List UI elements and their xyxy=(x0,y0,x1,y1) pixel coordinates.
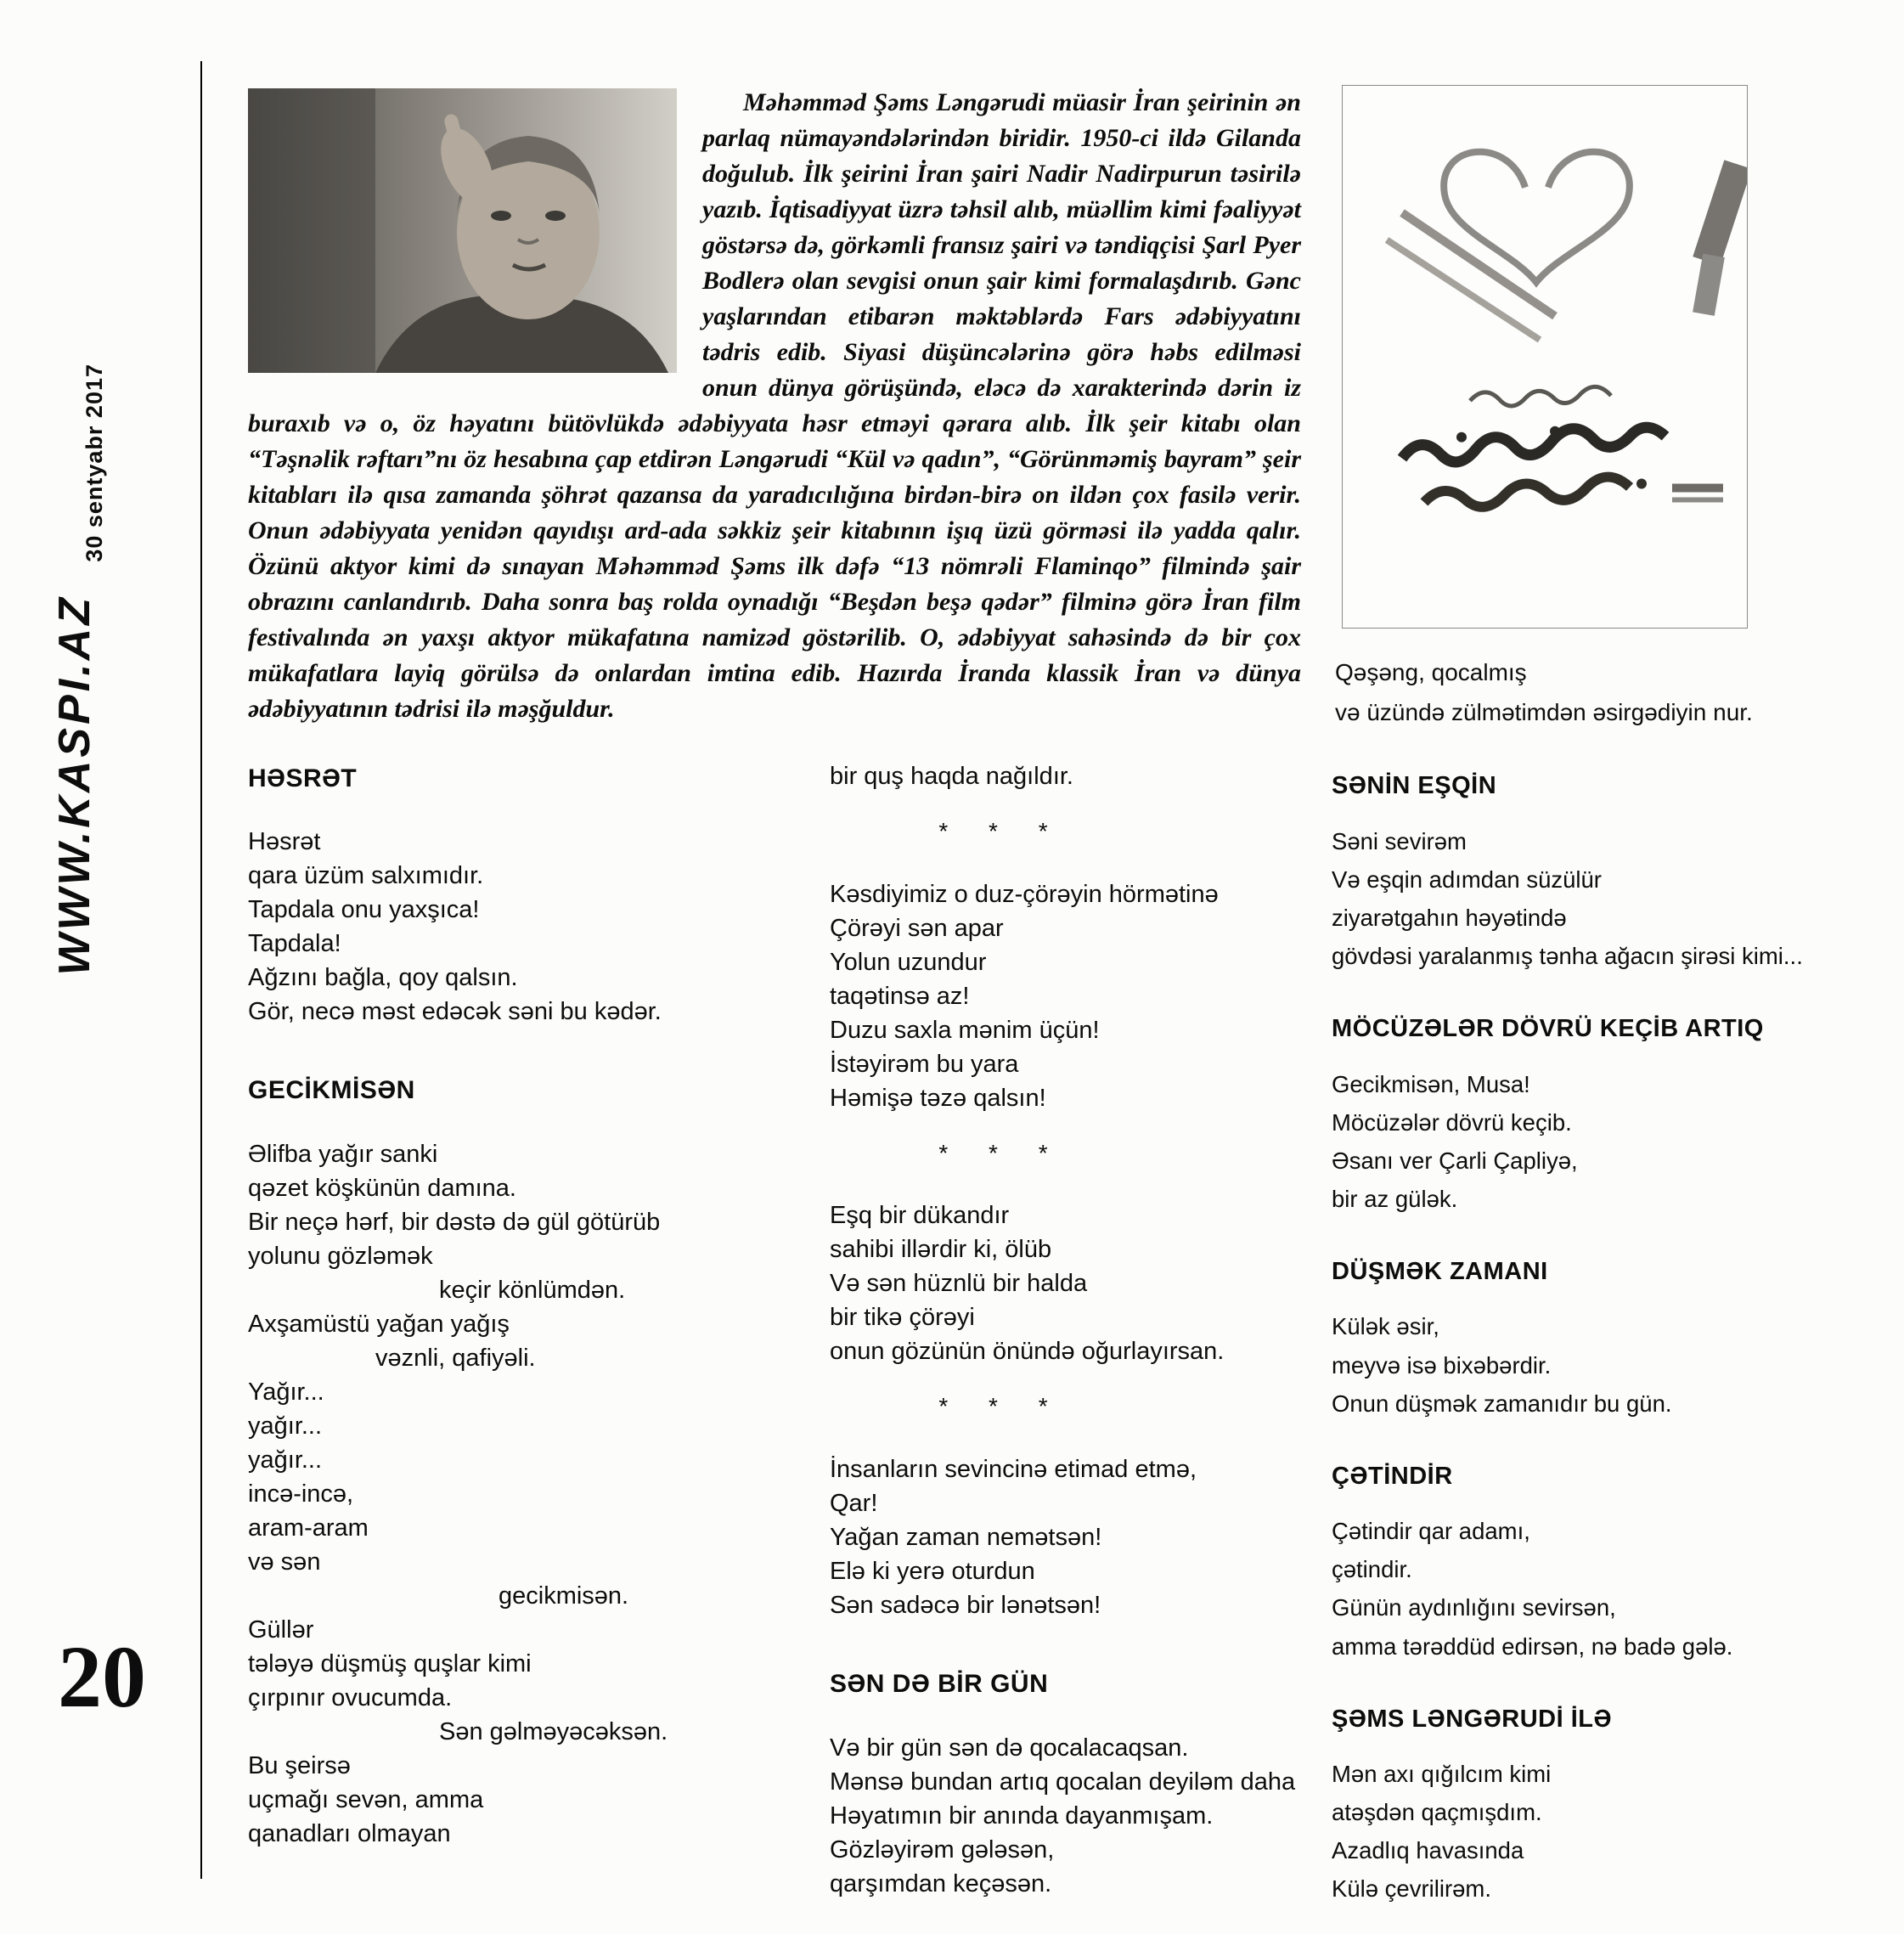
sidebar xyxy=(0,0,202,1903)
poem-line: Yağır... xyxy=(248,1378,324,1406)
poem-line: ziyarətgahın həyətində xyxy=(1332,904,1567,931)
right-column xyxy=(1332,85,1836,1909)
poem-column-2 xyxy=(830,759,1301,1901)
poem-line: aram-aram xyxy=(248,1514,369,1542)
poem-line: Həmişə təzə qalsın! xyxy=(830,1084,1046,1112)
poem-line: Qar! xyxy=(830,1490,878,1518)
poem-line: atəşdən qaçmışdım. xyxy=(1332,1799,1542,1826)
poem-line: Çörəyi sən apar xyxy=(830,914,1004,942)
poem-line: İstəyirəm bu yara xyxy=(830,1050,1019,1078)
poem-line: Güllər xyxy=(248,1616,314,1644)
poem-line: Gör, necə məst edəcək səni bu kədər. xyxy=(248,998,662,1026)
poem-line: Axşamüstü yağan yağış xyxy=(248,1310,510,1338)
poem-line: Yağan zaman nemətsən! xyxy=(830,1524,1102,1552)
poem-line: Eşq bir dükandır xyxy=(830,1202,1010,1230)
poem-line: Yolun uzundur xyxy=(830,948,987,976)
poem-line: Həsrət xyxy=(248,828,321,856)
poem-line: Külə çevrilirəm. xyxy=(1332,1875,1491,1903)
poem-line: tələyə düşmüş quşlar kimi xyxy=(248,1650,532,1678)
poem-line: ÇƏTİNDİR xyxy=(1332,1462,1453,1490)
poem-line: Mən axı qığılcım kimi xyxy=(1332,1761,1552,1788)
poem-line: Ağzını bağla, qoy qalsın. xyxy=(248,964,518,992)
poem-line: Əlifba yağır sanki xyxy=(248,1140,438,1168)
poem-column-1 xyxy=(248,759,758,1901)
poem-line: DÜŞMƏK ZAMANI xyxy=(1332,1257,1548,1285)
poem-line: bir az gülək. xyxy=(1332,1185,1458,1212)
poem-line: sahibi illərdir ki, ölüb xyxy=(830,1236,1052,1264)
poem-line: və sən xyxy=(248,1548,321,1576)
poem-line: Onun düşmək zamanıdır bu gün. xyxy=(1332,1390,1672,1417)
page-number: 20 xyxy=(58,1628,146,1726)
poem-line: * * * xyxy=(938,818,1065,845)
poem-line: Tapdala! xyxy=(248,930,341,958)
poem-line: SƏNİN EŞQİN xyxy=(1332,772,1497,800)
caption-line-2: və üzündə zülmətimdən əsirgədiyin nur. xyxy=(1335,699,1753,726)
poem-line: Bir neçə hərf, bir dəstə də gül götürüb xyxy=(248,1208,661,1236)
poem-line: GECİKMİSƏN xyxy=(248,1076,415,1105)
intro-block xyxy=(248,85,1301,727)
book-cover-image xyxy=(1342,85,1748,629)
poem-line: qanadları olmayan xyxy=(248,1820,451,1848)
poem-line: taqətinsə az! xyxy=(830,982,970,1010)
poem-line: Səni sevirəm xyxy=(1332,827,1467,854)
poem-line: yağır... xyxy=(248,1446,323,1474)
caption-line-1: Qəşəng, qocalmış xyxy=(1335,659,1527,685)
poem-line: Elə ki yerə oturdun xyxy=(830,1558,1035,1586)
poem-line: Və sən hüznlü bir halda xyxy=(830,1270,1088,1298)
poem-line: gecikmisən. xyxy=(499,1582,629,1610)
poem-line: incə-incə, xyxy=(248,1480,354,1508)
photo-caption xyxy=(1335,652,1836,732)
content-grid xyxy=(248,85,1836,1909)
poem-line: Tapdala onu yaxşıca! xyxy=(248,896,480,924)
poem-line: Mənsə bundan artıq qocalan deyiləm daha xyxy=(830,1768,1296,1796)
portrait-photo-svg xyxy=(248,88,677,373)
poem-line: Gecikmisən, Musa! xyxy=(1332,1070,1530,1097)
poem-line: Sən sadəcə bir lənətsən! xyxy=(830,1592,1101,1620)
poem-line: Kəsdiyimiz o duz-çörəyin hörmətinə xyxy=(830,880,1219,908)
poem-line: Həyatımın bir anında dayanmışam. xyxy=(830,1801,1214,1830)
poem-line: çırpınır ovucumda. xyxy=(248,1684,453,1712)
poem-line: yağır... xyxy=(248,1412,323,1440)
poem-line: yolunu gözləmək xyxy=(248,1242,433,1270)
portrait-photo xyxy=(248,88,677,373)
article-area xyxy=(248,85,1301,1909)
book-cover-svg xyxy=(1343,86,1747,628)
poem-line: * * * xyxy=(938,1139,1065,1166)
poem-line: Və eşqin adımdan süzülür xyxy=(1332,866,1602,893)
main-content xyxy=(202,0,1904,1934)
poem-line: ŞƏMS LƏNGƏRUDİ İLƏ xyxy=(1332,1705,1613,1733)
poem-line: gövdəsi yaralanmış tənha ağacın şirəsi kimi... xyxy=(1332,942,1803,969)
poem-line: Bu şeirsə xyxy=(248,1752,351,1780)
issue-date: 30 sentyabr 2017 xyxy=(82,364,107,562)
poem-line: * * * xyxy=(938,1393,1065,1420)
poem-line: bir tikə çörəyi xyxy=(830,1304,975,1332)
poem-line: qara üzüm salxımıdır. xyxy=(248,862,484,890)
poem-column-3 xyxy=(1332,766,1836,1909)
poems-row xyxy=(248,759,1301,1901)
poem-line: keçir könlümdən. xyxy=(439,1276,626,1304)
poem-line: çətindir. xyxy=(1332,1556,1412,1583)
poem-line: bir quş haqda nağıldır. xyxy=(830,763,1073,790)
poem-line: Və bir gün sən də qocalacaqsan. xyxy=(830,1734,1189,1762)
poem-line: Günün aydınlığını sevirsən, xyxy=(1332,1594,1616,1621)
poem-line: Əsanı ver Çarli Çapliyə, xyxy=(1332,1147,1578,1174)
poem-line: vəznli, qafiyəli. xyxy=(375,1344,536,1372)
intro-paragraph: Məhəmməd Şəms Ləngərudi müasir İran şeirinin ən parlaq nümayəndələrindən biridir. 1950-ci ildə Gilanda doğulub. İlk şeirini İran şairi Nadir Nadirpurun təsirilə yazıb. İqtisadiyyat üzrə təhsil alıb, müəllim kimi fəaliyyət göstərsə də, görkəmli fransız şairi və təndiqçisi Şarl Pyer Bodlerə olan sevgisi onun şair kimi formalaşdırıb. Gənc yaşlarından etibarən məktəblərdə Fars ədəbiyyatını tədris edib. Siyasi düşüncələrinə görə həbs edilməsi onun dünya görüşündə, eləcə də xarakterində dərin iz buraxıb və o, öz həyatını bütövlükdə ədəbiyyata həsr etməyi qərara alıb. İlk şeir kitabı olan “Təşnəlik rəftarı”nı öz hesabına çap etdirən Ləngərudi “Kül və qadın”, “Görünməmiş bayram” şeir kitabları ilə qısa zamanda şöhrət qazansa da yaradıcılığına birdən-birə on ildən çox fasilə verir. Onun ədəbiyyata yenidən qayıdışı ard-ada səkkiz şeir kitabının işıq üzü görməsi ilə yadda qalır. Özünü aktyor kimi də sınayan Məhəmməd Şəms ilk dəfə “13 nömrəli Flaminqo” filmində şair obrazını canlandırıb. Daha sonra baş rolda oynadığı “Beşdən beşə qədər” filminə görə İran film festivalında ən yaxşı aktyor mükafatına namizəd göstərilib. O, ədəbiyyat sahəsində də bir çox mükafatlara layiq görülsə də onlardan imtina edib. Hazırda İranda klassik İran və dünya ədəbiyyatının tədrisi ilə məşğuldur. xyxy=(248,88,1301,723)
poem-line: Külək əsir, xyxy=(1332,1313,1439,1340)
poem-line: Sən gəlməyəcəksən. xyxy=(439,1718,668,1746)
poem-line: Möcüzələr dövrü keçib. xyxy=(1332,1108,1572,1136)
poem-line: Gözləyirəm gələsən, xyxy=(830,1835,1055,1864)
website-url: WWW.KASPI.AZ xyxy=(50,595,99,976)
poem-line: Azadlıq havasında xyxy=(1332,1837,1524,1864)
poem-line: qarşımdan keçəsən. xyxy=(830,1869,1052,1897)
poem-line: Çətindir qar adamı, xyxy=(1332,1518,1530,1545)
poem-line: amma tərəddüd edirsən, nə badə gələ. xyxy=(1332,1632,1733,1660)
poem-line: İnsanların sevincinə etimad etmə, xyxy=(830,1456,1197,1484)
poem-line: Duzu saxla mənim üçün! xyxy=(830,1016,1100,1044)
poem-line: MÖCÜZƏLƏR DÖVRÜ KEÇİB ARTIQ xyxy=(1332,1014,1764,1042)
poem-line: uçmağı sevən, amma xyxy=(248,1786,484,1814)
poem-line: meyvə isə bixəbərdir. xyxy=(1332,1351,1552,1379)
poem-line: SƏN DƏ BİR GÜN xyxy=(830,1670,1049,1699)
poem-line: qəzet köşkünün damına. xyxy=(248,1174,516,1202)
poem-line: onun gözünün önündə oğurlayırsan. xyxy=(830,1338,1225,1366)
poem-line: HƏSRƏT xyxy=(248,764,358,792)
